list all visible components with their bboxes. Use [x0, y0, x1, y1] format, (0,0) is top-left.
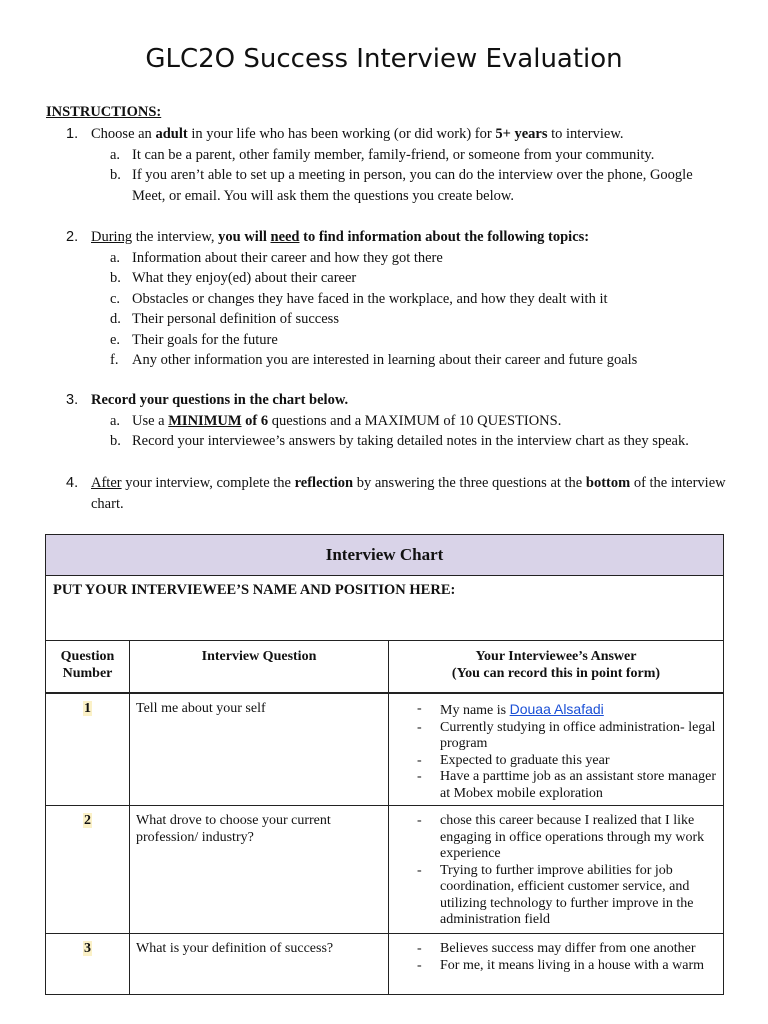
instruction-number: 3.: [66, 392, 79, 408]
name-link[interactable]: Douaa Alsafadi: [509, 701, 604, 717]
sub-item: d. Their personal definition of success: [110, 311, 339, 327]
table-row: [46, 934, 724, 995]
instruction-3: [66, 390, 726, 452]
sub-item: e. Their goals for the future: [110, 331, 278, 348]
answer-bullet: - Have a parttime job as an assistant store manager at Mobex mobile exploration: [417, 769, 717, 801]
instruction-number: 2.: [66, 229, 79, 245]
question-number: 1: [46, 693, 130, 806]
header-question-number: Question Number: [46, 641, 130, 694]
interviewee-name-field[interactable]: PUT YOUR INTERVIEWEE’S NAME AND POSITION HERE:: [46, 576, 724, 641]
interviewee-answer[interactable]: [389, 806, 724, 934]
header-answer: Your Interviewee’s Answer (You can record this in point form): [389, 641, 724, 694]
instruction-text: Choose an adult in your life who has been working (or did work) for 5+ years to interview.: [91, 126, 624, 142]
instruction-text: Record your questions in the chart below.: [91, 392, 349, 408]
sub-item: a. Use a MINIMUM of 6 questions and a MAXIMUM of 10 QUESTIONS.: [110, 412, 562, 429]
chart-title: Interview Chart: [46, 535, 724, 576]
instructions-heading: INSTRUCTIONS:: [46, 104, 162, 120]
answer-bullet: - Currently studying in office administration- legal program: [417, 719, 716, 751]
sub-item: b. What they enjoy(ed) about their career: [110, 270, 357, 286]
interviewee-answer[interactable]: [389, 934, 724, 995]
question-number: 2: [46, 806, 130, 934]
sub-item: f. Any other information you are interested in learning about their career and future goals: [110, 352, 638, 368]
answer-bullet: - For me, it means living in a house with a warm: [417, 957, 705, 973]
sub-item: a. Information about their career and how they got there: [110, 249, 443, 266]
interview-question[interactable]: What is your definition of success?: [130, 934, 389, 995]
sub-item: b. If you aren’t able to set up a meeting in person, you can do the interview over the phone, Google Meet, or email. You will ask them the questions you create below.: [110, 167, 693, 204]
interview-question[interactable]: Tell me about your self: [130, 693, 389, 806]
sub-item: a. It can be a parent, other family member, family-friend, or someone from your community.: [110, 146, 655, 163]
instruction-text: After your interview, complete the reflection by answering the three questions at the bottom of the interview chart.: [91, 475, 726, 512]
interview-chart: [45, 534, 724, 995]
instruction-4: [66, 473, 726, 514]
header-interview-question: Interview Question: [130, 641, 389, 694]
answer-bullet: - My name is Douaa Alsafadi: [417, 701, 604, 718]
question-number: 3: [46, 934, 130, 995]
page-title: GLC2O Success Interview Evaluation: [145, 44, 623, 74]
instruction-number: 4.: [66, 475, 79, 491]
interview-question[interactable]: What drove to choose your current profession/ industry?: [130, 806, 389, 934]
table-row: [46, 806, 724, 934]
instruction-2: [66, 227, 726, 371]
instruction-1: [66, 124, 726, 206]
answer-bullet: - chose this career because I realized that I like engaging in office operations through my work experience: [417, 813, 705, 861]
table-row: [46, 693, 724, 806]
interviewee-answer[interactable]: [389, 693, 724, 806]
answer-bullet: - Believes success may differ from one another: [417, 941, 696, 956]
sub-item: c. Obstacles or changes they have faced in the workplace, and how they dealt with it: [110, 290, 608, 307]
instruction-text: During the interview, you will need to find information about the following topics:: [91, 229, 590, 245]
answer-bullet: - Trying to further improve abilities for job coordination, efficient customer service, and utilizing technology to further improve in the administration field: [417, 862, 694, 927]
sub-item: b. Record your interviewee’s answers by taking detailed notes in the interview chart as they speak.: [110, 433, 689, 449]
instruction-number: 1.: [66, 126, 79, 142]
answer-bullet: - Expected to graduate this year: [417, 752, 610, 768]
